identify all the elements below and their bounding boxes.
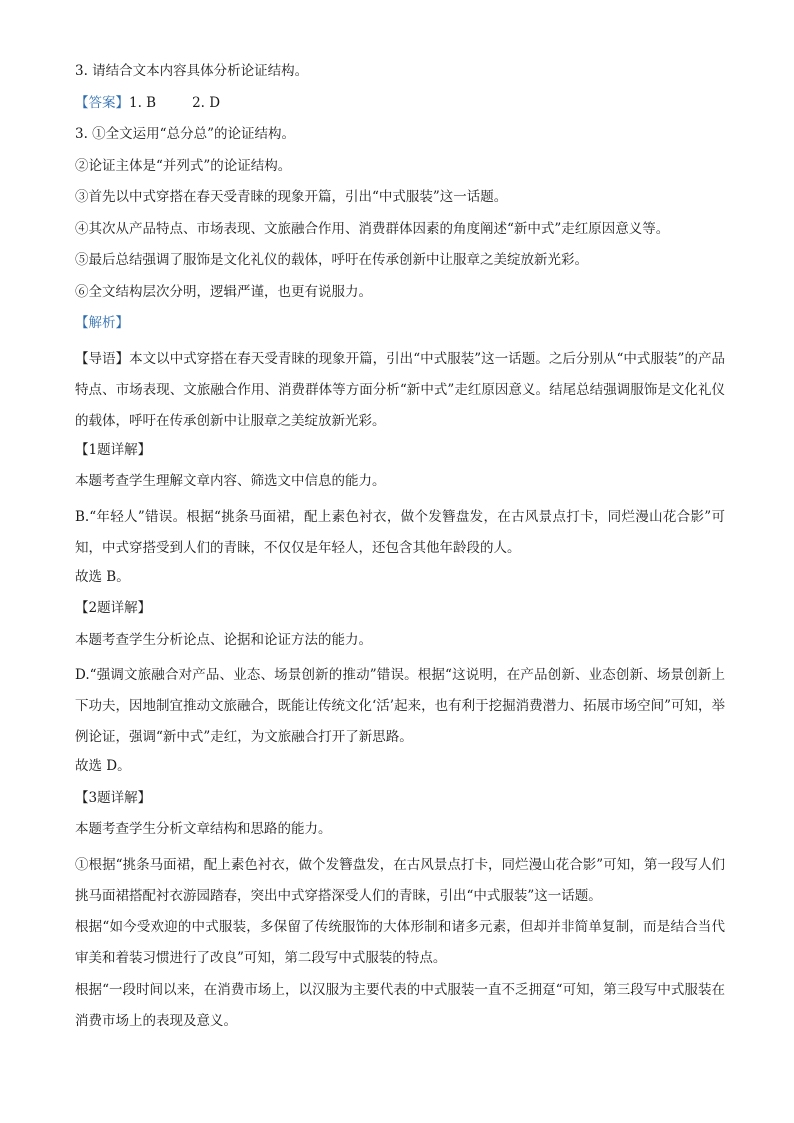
q3-paragraph-3: 根据“一段时间以来，在消费市场上，以汉服为主要代表的中式服装一直不乏拥趸“可知，第三段写中式服装在消费市场上的表现及意义。: [75, 981, 725, 1029]
q3-paragraph-1: ①根据“挑条马面裙，配上素色衬衣，做个发簪盘发，在古风景点打卡，同烂漫山花合影”可知，第一段写人们挑马面裙搭配衬衣游园踏春，突出中式穿搭深受人们的青睐，引出“中式服装”这一话题。: [75, 856, 725, 904]
q2-conclusion: 故选 D。: [75, 758, 131, 774]
answer-point-5: ⑤最后总结强调了服饰是文化礼仪的载体，呼吁在传承创新中让服章之美绽放新光彩。: [75, 252, 588, 268]
answer-point-3: ③首先以中式穿搭在春天受青睐的现象开篇，引出“中式服装”这一话题。: [75, 189, 508, 205]
answer-tag: 【答案】: [75, 94, 129, 111]
answer-point-1: 3. ①全文运用“总分总”的论证结构。: [75, 126, 295, 142]
q1-detail: B.“年轻人”错误。根据“挑条马面裙，配上素色衬衣，做个发簪盘发，在古风景点打卡，同烂漫山花合影”可知，中式穿搭受到人们的青睐，不仅仅是年轻人，还包含其他年龄段的人。: [75, 508, 725, 556]
answer-point-6: ⑥全文结构层次分明，逻辑严谨，也更有说服力。: [75, 283, 372, 300]
answer-2: 2. D: [192, 94, 221, 111]
q3-paragraph-2: 根据“如今受欢迎的中式服装，多保留了传统服饰的大体形制和诸多元素，但却并非简单复制，而是结合当代审美和着装习惯进行了改良”可知，第二段写中式服装的特点。: [75, 919, 725, 966]
q3-intro: 本题考查学生分析文章结构和思路的能力。: [75, 821, 332, 837]
question-3: 3. 请结合文本内容具体分析论证结构。: [75, 63, 309, 79]
q1-intro: 本题考查学生理解文章内容、筛选文中信息的能力。: [75, 473, 386, 489]
q3-heading: 【3题详解】: [75, 789, 152, 806]
answer-1: 1. B: [129, 94, 157, 111]
q2-detail: D.“强调文旅融合对产品、业态、场景创新的推动”错误。根据“这说明，在产品创新、业态创新、场景创新上下功夫，因地制宜推动文旅融合，既能让传统文化‘活’起来，也有利于挖掘消费潜力、拓展市场空间”可知，举例论证，强调“新中式”走红，为文旅融合打开了新思路。: [75, 667, 725, 745]
guide-paragraph: 【导语】本文以中式穿搭在春天受青睐的现象开篇，引出“中式服装”这一话题。之后分别从“中式服装”的产品特点、市场表现、文旅融合作用、消费群体等方面分析“新中式”走红原因意义。结尾总结强调服饰是文化礼仪的载体，呼吁在传承创新中让服章之美绽放新光彩。: [75, 350, 725, 429]
answer-point-2: ②论证主体是“并列式”的论证结构。: [75, 157, 292, 174]
q1-heading: 【1题详解】: [75, 441, 152, 458]
q2-heading: 【2题详解】: [75, 600, 152, 616]
q2-intro: 本题考查学生分析论点、论据和论证方法的能力。: [75, 631, 372, 648]
document-content: [75, 60, 725, 1037]
answer-point-4: ④其次从产品特点、市场表现、文旅融合作用、消费群体因素的角度阐述“新中式”走红原因意义等。: [75, 220, 670, 237]
q1-conclusion: 故选 B。: [75, 568, 130, 585]
answer-line: [75, 92, 725, 114]
analysis-tag: 【解析】: [75, 315, 129, 331]
